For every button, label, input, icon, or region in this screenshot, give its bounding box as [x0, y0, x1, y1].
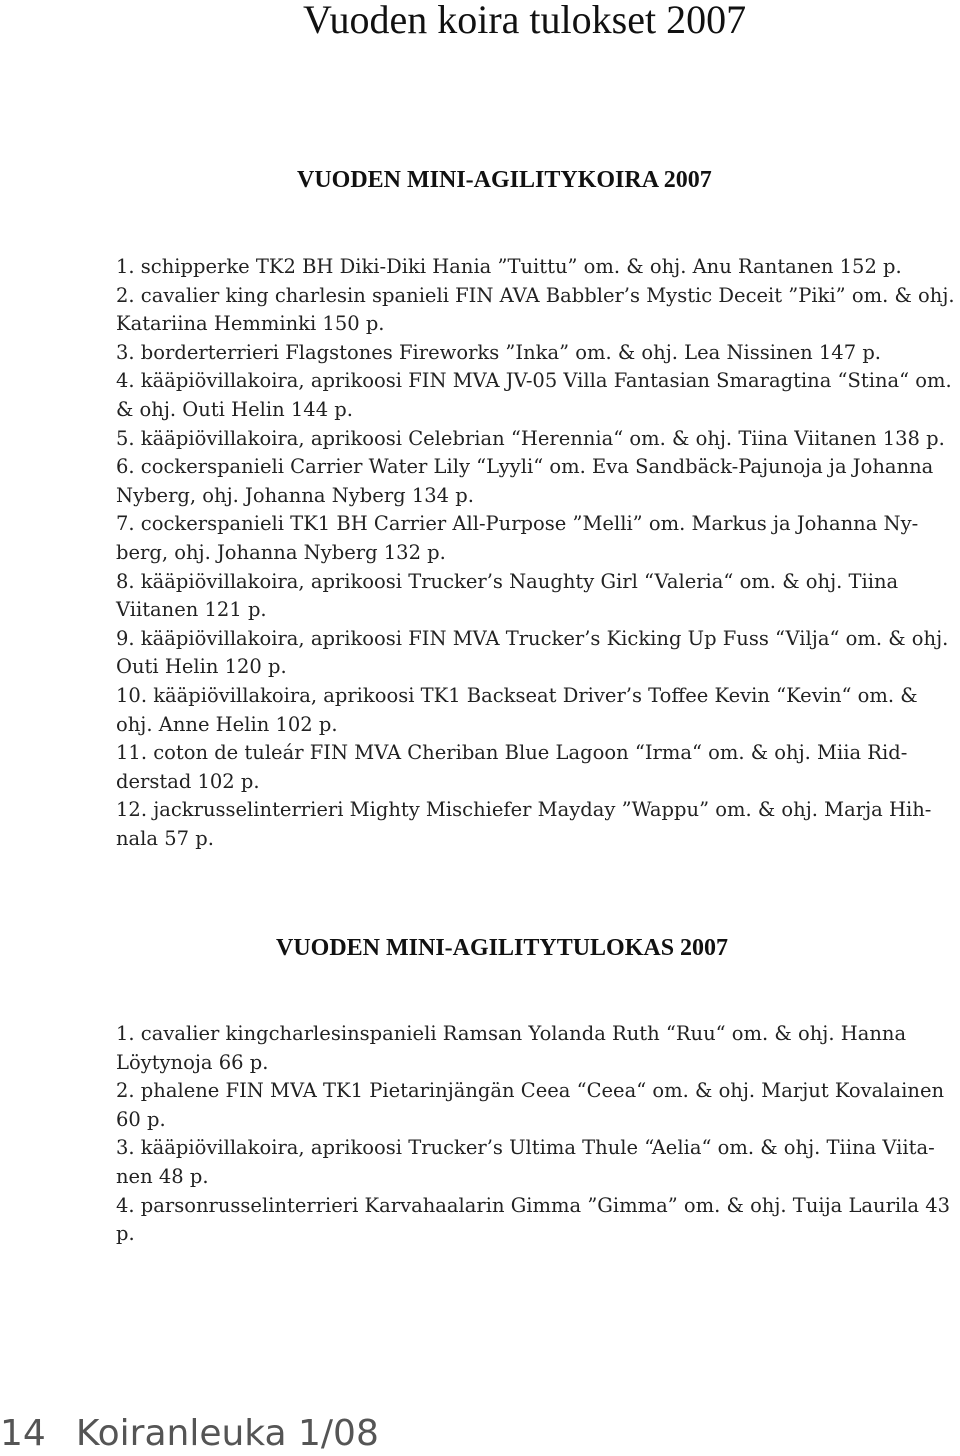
list-item: 2. phalene FIN MVA TK1 Pietarinjängän Ceea “Ceea“ om. & ohj. Marjut Kovalainen 60 p. [116, 1079, 945, 1131]
list-item: 8. kääpiövillakoira, aprikoosi Trucker’s Naughty Girl “Valeria“ om. & ohj. Tiina Viitanen 121 p. [116, 569, 899, 622]
list-item: 12. jackrusselinterrieri Mighty Mischiefer Mayday ”Wappu” om. & ohj. Marja Hihnala 57 p. [116, 798, 932, 850]
page-title: Vuoden koira tulokset 2007 [303, 0, 747, 42]
page-footer [0, 1412, 379, 1456]
list-item: 2. cavalier king charlesin spanieli FIN AVA Babbler’s Mystic Deceit ”Piki” om. & ohj. Katariina Hemminki 150 p. [116, 283, 955, 336]
list-item: 1. cavalier kingcharlesinspanieli Ramsan Yolanda Ruth “Ruu“ om. & ohj. Hanna Löytynoja 66 p. [116, 1022, 907, 1074]
list-item: 11. coton de tuleár FIN MVA Cheriban Blue Lagoon “Irma“ om. & ohj. Miia Ridderstad 102 p. [116, 741, 908, 793]
list-item: 5. kääpiövillakoira, aprikoosi Celebrian “Herennia“ om. & ohj. Tiina Viitanen 138 p. [116, 426, 945, 450]
section-heading-agilitytulokas: VUODEN MINI-AGILITYTULOKAS 2007 [276, 935, 729, 961]
list-item: 9. kääpiövillakoira, aprikoosi FIN MVA Trucker’s Kicking Up Fuss “Vilja“ om. & ohj. Outi Helin 120 p. [116, 626, 949, 679]
list-item: 4. parsonrusselinterrieri Karvahaalarin Gimma ”Gimma” om. & ohj. Tuija Laurila 43 p. [116, 1193, 951, 1246]
list-item: 10. kääpiövillakoira, aprikoosi TK1 Backseat Driver’s Toffee Kevin “Kevin“ om. & ohj. Anne Helin 102 p. [116, 683, 918, 736]
list-item: 4. kääpiövillakoira, aprikoosi FIN MVA JV-05 Villa Fantasian Smaragtina “Stina“ om. & ohj. Outi Helin 144 p. [116, 369, 952, 421]
publication-name: Koiranleuka 1/08 [75, 1413, 379, 1454]
list-item: 3. kääpiövillakoira, aprikoosi Trucker’s Ultima Thule “Aelia“ om. & ohj. Tiina Viitanen 48 p. [116, 1136, 935, 1188]
page-number: 14 [0, 1413, 46, 1454]
section-heading-agilitykoira: VUODEN MINI-AGILITYKOIRA 2007 [297, 167, 712, 193]
list-item: 1. schipperke TK2 BH Diki-Diki Hania ”Tuittu” om. & ohj. Anu Rantanen 152 p. [116, 255, 902, 278]
list-item: 6. cockerspanieli Carrier Water Lily “Lyyli“ om. Eva Sandbäck-Pajunoja ja Johanna Nyberg, ohj. Johanna Nyberg 134 p. [116, 455, 934, 507]
list-item: 3. borderterrieri Flagstones Fireworks ”Inka” om. & ohj. Lea Nissinen 147 p. [116, 340, 881, 364]
result-list-agilitykoira [116, 253, 956, 853]
list-item: 7. cockerspanieli TK1 BH Carrier All-Purpose ”Melli” om. Markus ja Johanna Nyberg, ohj. Johanna Nyberg 132 p. [116, 512, 919, 564]
result-list-agilitytulokas [116, 1020, 956, 1249]
